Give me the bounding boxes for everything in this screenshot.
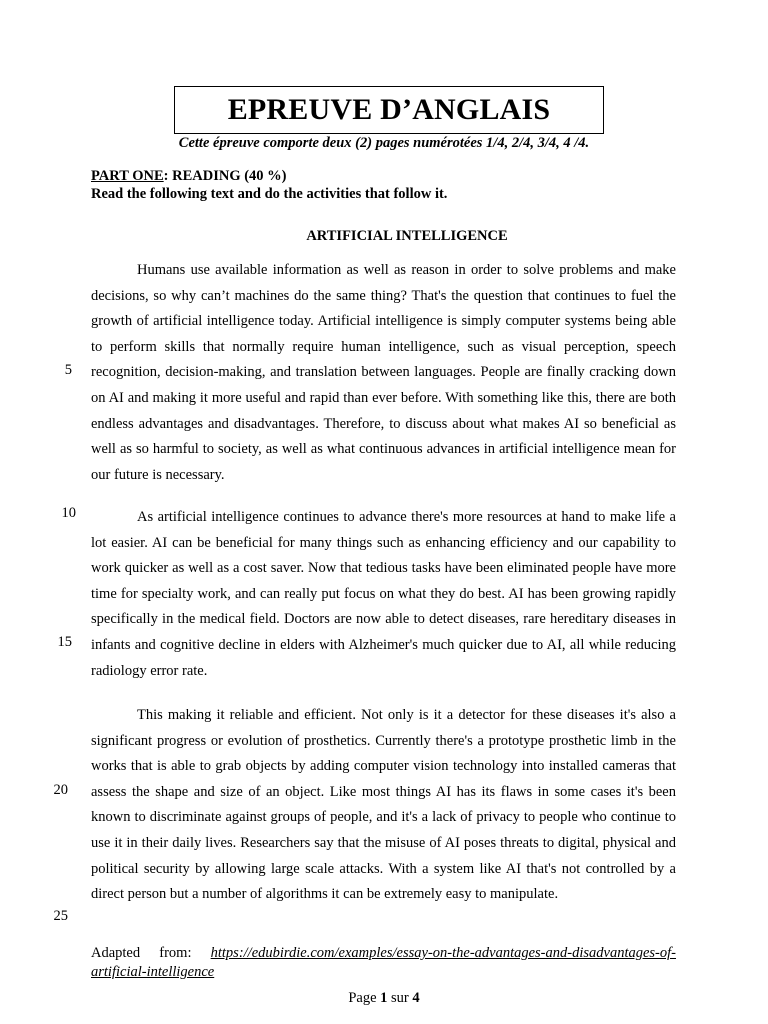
- source-link[interactable]: https://edubirdie.com/examples/essay-on-the-advantages-and-disadvantages-of-artificial-intelligence: [91, 945, 676, 980]
- footer-current-page: 1: [380, 990, 388, 1006]
- line-number-25: 25: [53, 908, 68, 924]
- exam-title-text: EPREUVE D’ANGLAIS: [227, 93, 551, 126]
- paragraph-text: As artificial intelligence continues to advance there's more resources at hand to make life a lot easier. AI can be beneficial for many things such as enhancing efficiency and our capability to work quicker as well as a cost saver. Now that tedious tasks have been eliminated people have more time for specialty work, and can really put focus on what they do best. AI has been growing rapidly specifically in the medical field. Doctors are now able to detect diseases, rare hereditary diseases in infants and cognitive decline in elders with Alzheimer's much quicker due to AI, all while reducing radiology error rate.: [91, 509, 676, 679]
- line-number-5: 5: [64, 362, 72, 378]
- footer-middle: sur: [387, 990, 413, 1006]
- footer-total-pages: 4: [412, 990, 420, 1006]
- line-number-15: 15: [57, 634, 72, 650]
- paragraph-3: [91, 703, 676, 908]
- page-footer: [0, 990, 768, 1007]
- part-heading: [91, 168, 287, 185]
- paragraph-1: [91, 258, 676, 488]
- part-label: PART ONE: [91, 168, 164, 184]
- exam-title: [174, 86, 604, 134]
- line-number-20: 20: [53, 782, 68, 798]
- text-title: ARTIFICIAL INTELLIGENCE: [306, 228, 508, 244]
- source-citation: [91, 944, 676, 982]
- exam-subtitle: Cette épreuve comporte deux (2) pages numérotées 1/4, 2/4, 3/4, 4 /4.: [178, 135, 590, 151]
- footer-prefix: Page: [348, 990, 381, 1006]
- paragraph-text: Humans use available information as well as reason in order to solve problems and make decisions, so why can’t machines do the same thing? That's the question that continues to fuel the growth of artificial intelligence today. Artificial intelligence is simply computer systems being able to perform skills that normally require human intelligence, such as visual perception, speech recognition, decision-making, and translation between languages. People are finally cracking down on AI and making it more useful and rapid than ever before. With something like this, there are both endless advantages and disadvantages. Therefore, to discuss about what makes AI so beneficial as well as so harmful to society, as well as what continuous advances in artificial intelligence mean for our future is necessary.: [91, 262, 676, 483]
- part-rest: : READING (40 %): [163, 168, 287, 184]
- reading-instruction: Read the following text and do the activities that follow it.: [91, 186, 448, 202]
- source-prefix: Adapted from:: [91, 945, 192, 961]
- line-number-10: 10: [61, 505, 76, 521]
- paragraph-text: This making it reliable and efficient. Not only is it a detector for these diseases it's also a significant progress or evolution of prosthetics. Currently there's a prototype prosthetic limb in the works that is able to grab objects by adding computer vision technology into installed cameras that assess the shape and size of an object. Like most things AI has its flaws in some cases it's been known to discriminate against groups of people, and it's a lack of privacy to people who continue to use it in their daily lives. Researchers say that the misuse of AI poses threats to digital, physical and political security by allowing large scale attacks. With a system like AI that's not controlled by a direct person but a number of algorithms it can be extremely easy to manipulate.: [91, 707, 676, 903]
- paragraph-2: [91, 505, 676, 684]
